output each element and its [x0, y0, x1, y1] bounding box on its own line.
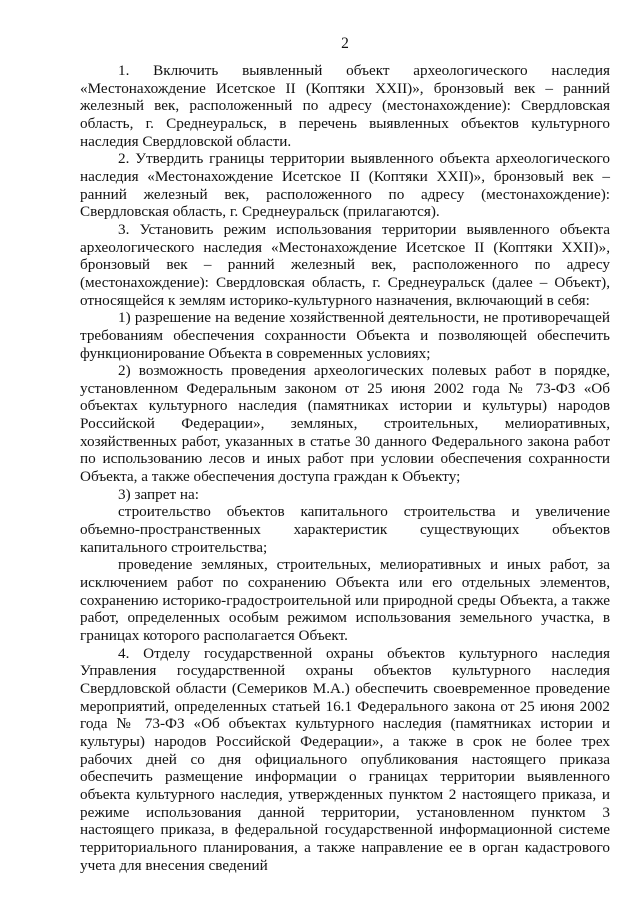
paragraph-item-4: 4. Отделу государственной охраны объектов культурного наследия Управления государственной охраны объектов культурного наследия Свердловской области (Семериков М.А.) обеспечить своевременное проведение мероприятий, определенных статьей 16.1 Федерального закона от 25 июня 2002 года № 73-ФЗ «Об объектах культурного наследия (памятниках истории и культуры) народов Российской Федерации», а также в срок не более трех рабочих дней со дня официального опубликования настоящего приказа обеспечить размещение информации о границах территории выявленного объекта культурного наследия, утвержденных пунктом 2 настоящего приказа, и режиме использования данной территории, установленном пунктом 3 настоящего приказа, в федеральной государственной информационной системе территориального планирования, а также направление ее в орган кадастрового учета для внесения сведений — [80, 644, 610, 874]
page-number: 2 — [341, 35, 349, 52]
paragraph-item-3: 3. Установить режим использования территории выявленного объекта археологического наследия «Местонахождение Исетское II (Коптяки XXII)», бронзовый век – ранний железный век, расположенного по адресу (местонахождение): Свердловская область, г. Среднеуральск (далее – Объект), относящейся к землям историко-культурного назначения, включающий в себя: — [80, 220, 610, 309]
paragraph-subitem-2: 2) возможность проведения археологических полевых работ в порядке, установленном Федеральным законом от 25 июня 2002 года № 73-ФЗ «Об объектах культурного наследия (памятниках истории и культуры) народов Российской Федерации», земляных, строительных, мелиоративных, хозяйственных работ, указанных в статье 30 данного Федерального закона работ по использованию лесов и иных работ при условии обеспечения сохранности Объекта, а также обеспечения доступа граждан к Объекту; — [80, 362, 610, 486]
paragraph-item-1: 1. Включить выявленный объект археологического наследия «Местонахождение Исетское II (Коптяки XXII)», бронзовый век – ранний железный век, расположенный по адресу (местонахождение): Свердловская область, г. Среднеуральск, в перечень выявленных объектов культурного наследия Свердловской области. — [80, 62, 610, 150]
paragraph-subitem-1: 1) разрешение на ведение хозяйственной деятельности, не противоречащей требованиям обеспечения сохранности Объекта и позволяющей обеспечить функционирование Объекта в современных условиях; — [80, 309, 610, 362]
paragraph-prohibition-2: проведение земляных, строительных, мелиоративных и иных работ, за исключением работ по сохранению Объекта или его отдельных элементов, сохранению историко-градостроительной или природной среды Объекта, а также работ, определенных особым режимом использования земельного участка, в границах которого располагается Объект. — [80, 556, 610, 644]
document-body — [80, 62, 610, 874]
paragraph-prohibition-1: строительство объектов капитального строительства и увеличение объемно-пространственных характеристик существующих объектов капитального строительства; — [80, 503, 610, 556]
paragraph-item-2: 2. Утвердить границы территории выявленного объекта археологического наследия «Местонахождение Исетское II (Коптяки XXII)», бронзовый век – ранний железный век, расположенного по адресу (местонахождение): Свердловская область, г. Среднеуральск (прилагаются). — [80, 150, 610, 221]
paragraph-subitem-3: 3) запрет на: — [118, 485, 199, 503]
